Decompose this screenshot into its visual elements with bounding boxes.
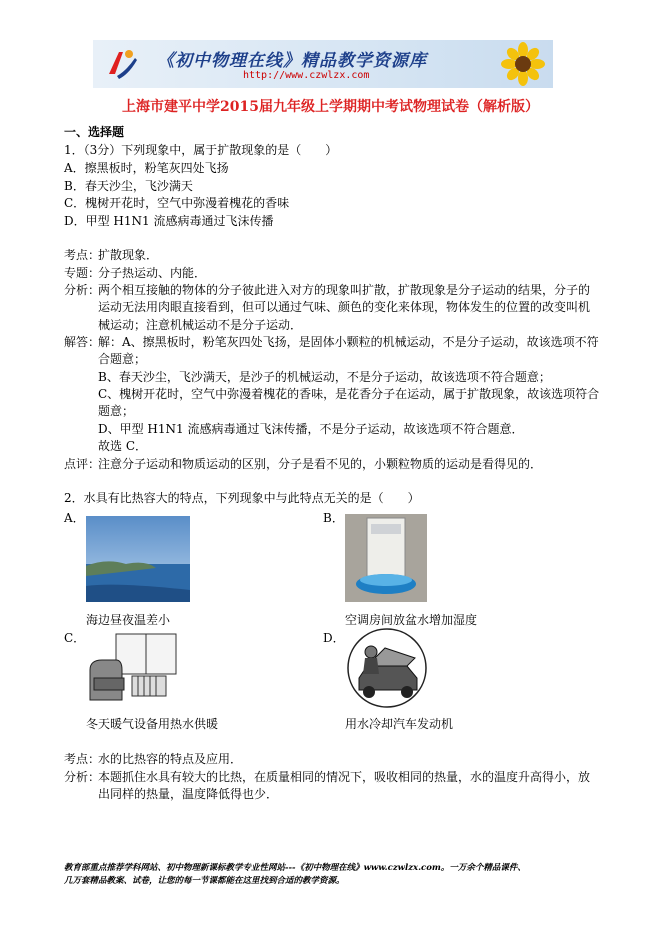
q1-option-c: C．槐树开花时，空气中弥漫着槐花的香味 xyxy=(64,196,290,210)
q2-kd-label: 考点： xyxy=(64,752,101,766)
q1-zt-label: 专题： xyxy=(64,266,101,280)
q2-option-b-caption: 空调房间放盆水增加湿度 xyxy=(345,613,478,627)
q1-fx-line: 械运动；注意机械运动不是分子运动． xyxy=(98,318,303,332)
seaside-image xyxy=(86,516,190,602)
air-conditioner-image xyxy=(345,514,427,602)
q1-kd: 扩散现象． xyxy=(98,248,159,262)
q2-option-c-caption: 冬天暖气设备用热水供暖 xyxy=(86,717,219,731)
q1-option-a: A．擦黑板时，粉笔灰四处飞扬 xyxy=(64,161,229,175)
q2-fx-line: 出同样的热量，温度降低得也少． xyxy=(98,787,279,801)
q1-jd-line: 解：A、擦黑板时，粉笔灰四处飞扬，是固体小颗粒的机械运动，不是分子运动，故该选项不符 xyxy=(98,335,599,349)
q2-stem: 2．水具有比热容大的特点，下列现象中与此特点无关的是（ ） xyxy=(64,491,420,505)
sunflower-icon xyxy=(495,42,551,86)
q2-kd: 水的比热容的特点及应用． xyxy=(98,752,243,766)
q1-jd-line: D、甲型 H1N1 流感病毒通过飞沫传播，不是分子运动，故该选项不符合题意． xyxy=(98,422,524,436)
footer-line: 教育部重点推荐学科网站、初中物理新课标教学专业性网站---《初中物理在线》www.czwlzx.com。一万余个精品课件、 xyxy=(64,863,526,873)
q2-option-d-label: D． xyxy=(323,631,345,645)
q1-stem: 1．（3分）下列现象中，属于扩散现象的是（ ） xyxy=(64,143,338,157)
q1-fx-label: 分析： xyxy=(64,283,101,297)
car-engine-image xyxy=(345,628,429,708)
header-banner xyxy=(93,40,553,88)
q1-dp: 注意分子运动和物质运动的区别，分子是看不见的，小颗粒物质的运动是看得见的． xyxy=(98,457,543,471)
q2-fx-label: 分析： xyxy=(64,770,101,784)
q2-option-a-caption: 海边昼夜温差小 xyxy=(86,613,171,627)
q1-kd-label: 考点： xyxy=(64,248,101,262)
q1-jd-line: 题意； xyxy=(98,404,135,418)
q2-option-d-caption: 用水冷却汽车发动机 xyxy=(345,717,454,731)
q2-option-c-label: C． xyxy=(64,631,86,645)
q2-fx-line: 本题抓住水具有较大的比热，在质量相同的情况下，吸收相同的热量，水的温度升高得小，放 xyxy=(98,770,591,784)
q1-jd-line: 合题意； xyxy=(98,352,147,366)
q1-jd-line: 故选 C． xyxy=(98,439,147,453)
banner-title: 《初中物理在线》精品教学资源库 xyxy=(157,51,427,71)
q1-jd-line: C、槐树开花时，空气中弥漫着槐花的香味，是花香分子在运动，属于扩散现象，故该选项符合 xyxy=(98,387,600,401)
q1-zt: 分子热运动、内能． xyxy=(98,266,207,280)
q2-option-b-label: B． xyxy=(323,511,344,525)
site-logo-icon xyxy=(101,44,141,84)
footer-line: 几万套精品教案、试卷，让您的每一节课都能在这里找到合适的教学资源。 xyxy=(64,876,345,886)
banner-url[interactable]: http://www.czwlzx.com xyxy=(243,70,370,81)
radiator-room-image xyxy=(86,630,182,706)
page-footer xyxy=(64,862,604,888)
q1-fx-line: 两个相互接触的物体的分子彼此进入对方的现象叫扩散，扩散现象是分子运动的结果，分子的 xyxy=(98,283,591,297)
q1-option-d: D．甲型 H1N1 流感病毒通过飞沫传播 xyxy=(64,214,274,228)
q1-dp-label: 点评： xyxy=(64,457,101,471)
page-title: 上海市建平中学2015届九年级上学期期中考试物理试卷（解析版） xyxy=(122,99,539,115)
q1-option-b: B．春天沙尘，飞沙满天 xyxy=(64,179,193,193)
q1-jd-label: 解答： xyxy=(64,335,101,349)
q1-jd-line: B、春天沙尘，飞沙满天，是沙子的机械运动，不是分子运动，故该选项不符合题意； xyxy=(98,370,551,384)
q1-fx-line: 运动无法用肉眼直接看到，但可以通过气味、颜色的变化来体现，物体发生的位置的改变叫机 xyxy=(98,300,591,314)
section-heading: 一、选择题 xyxy=(64,125,125,139)
q2-option-a-label: A． xyxy=(64,511,85,525)
